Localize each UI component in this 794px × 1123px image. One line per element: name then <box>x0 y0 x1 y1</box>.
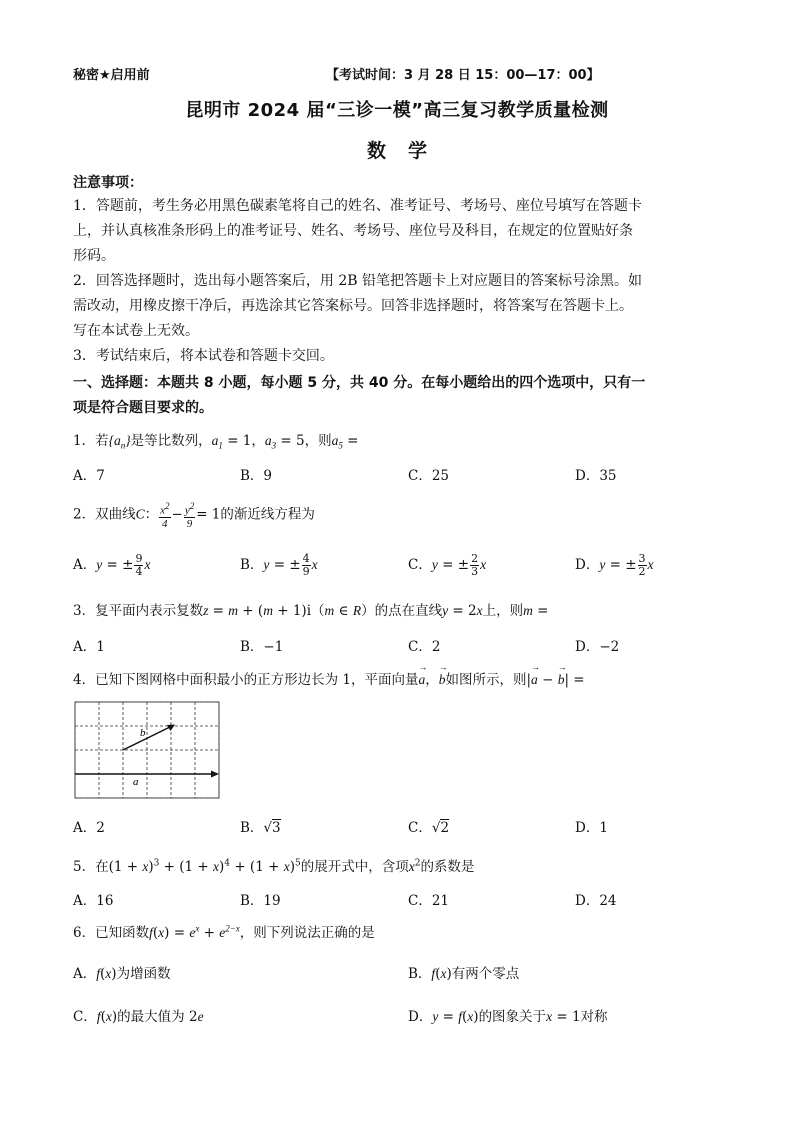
option-d[interactable]: D．y = ± $\frac{3}{2}$ x <box>575 552 654 578</box>
notice-line: 1．答题前，考生务必用黑色碳素笔将自己的姓名、准考证号、考场号、座位号填写在答题卡 <box>73 198 642 214</box>
option-c[interactable]: C．2 <box>408 639 441 655</box>
option-b[interactable]: B．9 <box>240 468 273 484</box>
option-b[interactable]: B．19 <box>240 893 281 909</box>
vector-b-label: b <box>140 727 146 739</box>
notice-line: 需改动，用橡皮擦干净后，再选涂其它答案标号。回答非选择题时，将答案写在答题卡上。 <box>73 298 633 314</box>
secret-label: 秘密★启用前 <box>73 68 150 83</box>
question-6: 6．已知函数$f(x) = e^x + e^{2-x}$，则下列说法正确的是 <box>73 923 375 941</box>
option-b[interactable]: B．−1 <box>240 639 284 655</box>
notice-line: 写在本试卷上无效。 <box>73 323 199 339</box>
vector-a-arrowhead <box>211 771 219 778</box>
option-c[interactable]: C．f(x)的最大值为 2e <box>73 1009 204 1025</box>
option-a[interactable]: A．7 <box>73 468 105 484</box>
option-d[interactable]: D．24 <box>575 893 617 909</box>
notice-line: 上，并认真核准条形码上的准考证号、姓名、考场号、座位号及科目，在规定的位置贴好条 <box>73 223 633 239</box>
option-b[interactable]: B．f(x)有两个零点 <box>408 966 520 982</box>
option-a[interactable]: A．16 <box>73 893 114 909</box>
notice-line: 形码。 <box>73 248 115 264</box>
grid-lines <box>75 702 219 798</box>
option-b[interactable]: B．√3 <box>240 820 281 836</box>
option-d[interactable]: D．35 <box>575 468 617 484</box>
question-1: 1．若$\{a_n\}$是等比数列，$a_1 = 1$，$a_3 = 5$，则$a_5$ = <box>73 433 359 451</box>
option-a[interactable]: A．2 <box>73 820 105 836</box>
vector-grid-figure <box>70 698 226 802</box>
section-heading: 一、选择题：本题共 8 小题，每小题 5 分，共 40 分。在每小题给出的四个选项中，只有一 <box>73 375 646 391</box>
option-c[interactable]: C．21 <box>408 893 450 909</box>
notice-line: 2．回答选择题时，选出每小题答案后，用 2B 铅笔把答题卡上对应题目的答案标号涂黑。如 <box>73 273 643 289</box>
exam-time: 【考试时间：3 月 28 日 15：00—17：00】 <box>326 68 600 83</box>
option-a[interactable]: A．f(x)为增函数 <box>73 966 171 982</box>
option-d[interactable]: D．1 <box>575 820 608 836</box>
question-4: 4．已知下图网格中面积最小的正方形边长为 1，平面向量→ a，→ b如图所示，则|→ a − → b| = <box>73 668 585 688</box>
option-d[interactable]: D．y = f(x)的图象关于x = 1对称 <box>408 1009 608 1025</box>
option-d[interactable]: D．−2 <box>575 639 620 655</box>
page-title: 昆明市 2024 届“三诊一模”高三复习教学质量检测 <box>185 100 609 121</box>
option-c[interactable]: C．y = ± $\frac{2}{3}$ x <box>408 552 487 578</box>
subject-title: 数学 <box>366 140 449 162</box>
vector-b-arrow <box>123 726 172 750</box>
section-heading: 项是符合题目要求的。 <box>73 400 213 416</box>
notice-heading: 注意事项： <box>73 175 143 191</box>
question-5: 5．在$(1 + x)^3 + (1 + x)^4 + (1 + x)^5$的展开式中，含项$x^2$的系数是 <box>73 858 475 875</box>
option-a[interactable]: A．1 <box>73 639 105 655</box>
vector-a-label: a <box>133 776 139 788</box>
option-a[interactable]: A．y = ± $\frac{9}{4}$ x <box>73 552 151 578</box>
notice-line: 3．考试结束后，将本试卷和答题卡交回。 <box>73 348 334 364</box>
question-3: 3．复平面内表示复数z = m + (m + 1)i（m ∈ R）的点在直线y = 2x上，则m = <box>73 603 549 619</box>
option-b[interactable]: B．y = ± $\frac{4}{9}$ x <box>240 552 318 578</box>
question-2: 2．双曲线C： $\frac{x^2}{4}$ − $\frac{y^2}{9}$ = 1的渐近线方程为 <box>73 501 315 530</box>
option-c[interactable]: C．√2 <box>408 820 450 836</box>
option-c[interactable]: C．25 <box>408 468 450 484</box>
